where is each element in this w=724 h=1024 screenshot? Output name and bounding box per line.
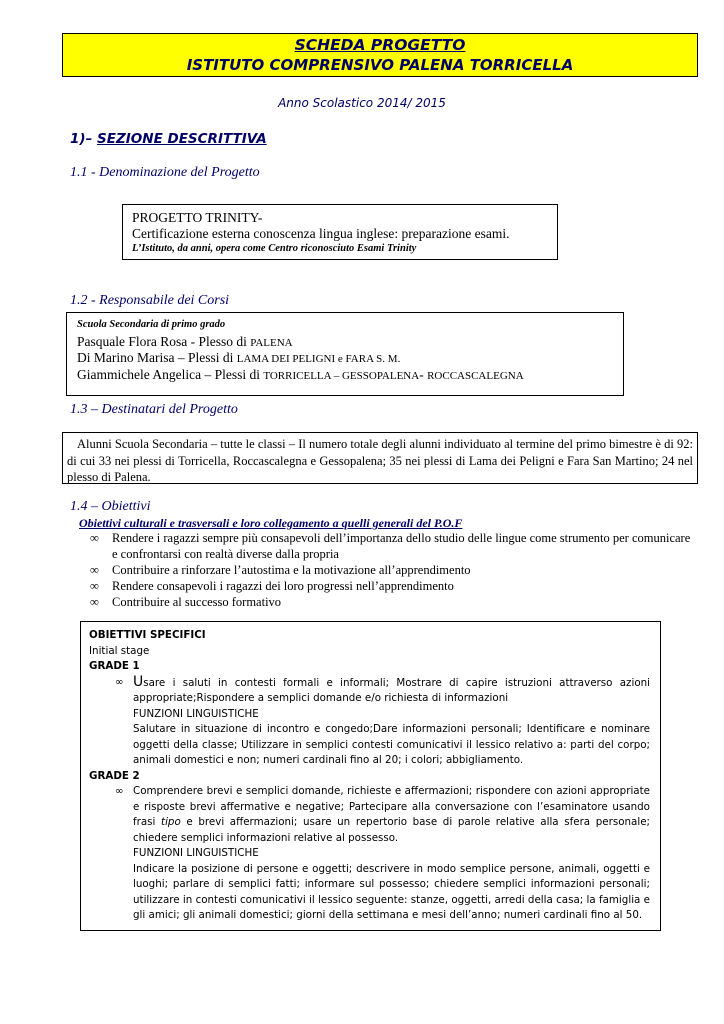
- infinity-bullet-icon: ∞: [90, 579, 99, 593]
- list-item: ∞ Contribuire al successo formativo: [90, 595, 282, 609]
- infinity-bullet-icon: ∞: [115, 675, 124, 688]
- objectives-list: [86, 530, 698, 610]
- list-item: ∞ Rendere consapevoli i ragazzi dei loro progressi nell’apprendimento: [90, 579, 454, 593]
- list-item: ∞ Rendere i ragazzi sempre più consapevoli dell’importanza dello studio delle lingue come strumento per comunicare e confrontarsi con realtà diverse dalla propria: [90, 531, 691, 561]
- grade-1-functions-label: FUNZIONI LINGUISTICHE: [133, 707, 259, 720]
- header-box: [62, 33, 698, 77]
- section-1-1-title: 1.1 - Denominazione del Progetto: [70, 165, 260, 180]
- grade-2-label: GRADE 2: [89, 769, 140, 782]
- project-name-box: [122, 204, 558, 260]
- managers-box: [66, 312, 624, 396]
- school-name: ISTITUTO COMPRENSIVO PALENA TORRICELLA: [186, 56, 574, 74]
- grade-1-objective: ∞ Usare i saluti in contesti formali e informali; Mostrare di capire istruzioni attraverso azioni appropriate;Rispondere a semplici domande e/o richiesta di informazioni: [115, 673, 650, 704]
- infinity-bullet-icon: ∞: [115, 785, 124, 797]
- stage-label: Initial stage: [89, 644, 150, 657]
- manager-3: Giammichele Angelica – Plessi di TORRICELLA – GESSOPALENA- ROCCASCALEGNA: [77, 367, 524, 382]
- manager-2: Di Marino Marisa – Plessi di LAMA DEI PELIGNI e FARA S. M.: [77, 350, 401, 365]
- grade-2-functions: Indicare la posizione di persone e oggetti; descrivere in modo semplice persone, animali, oggetti e luoghi; parlare di semplici fatti; informare sul possesso; chiedere semplici informazioni personali; utilizzare in contesti comunicativi il lessico seguente: stanze, oggetti, arredi della casa; la famiglia e gli amici; gli animali domestici; giorni della settimana e mesi dell’anno; numeri cardinali fino al 50.: [133, 862, 650, 921]
- list-item: ∞ Contribuire a rinforzare l’autostima e la motivazione all’apprendimento: [90, 563, 471, 577]
- section-1-3-title: 1.3 – Destinatari del Progetto: [70, 402, 238, 417]
- section-1-2-title: 1.2 - Responsabile dei Corsi: [70, 293, 230, 308]
- school-year: Anno Scolastico 2014/ 2015: [278, 96, 446, 110]
- section-title: SEZIONE DESCRITTIVA: [97, 131, 267, 147]
- infinity-bullet-icon: ∞: [90, 531, 99, 545]
- objectives-subtitle: Obiettivi culturali e trasversali e loro collegamento a quelli generali del P.O.F: [79, 516, 463, 530]
- project-note: L’Istituto, da anni, opera come Centro riconosciuto Esami Trinity: [132, 243, 417, 254]
- section-number: 1)–: [70, 131, 93, 147]
- infinity-bullet-icon: ∞: [90, 595, 99, 609]
- grade-1-label: GRADE 1: [89, 660, 140, 672]
- grade-2-functions-label: FUNZIONI LINGUISTICHE: [133, 847, 259, 859]
- section-1-4-title: 1.4 – Obiettivi: [70, 499, 151, 514]
- manager-1: Pasquale Flora Rosa - Plesso di PALENA: [77, 334, 293, 349]
- recipients-text: Alunni Scuola Secondaria – tutte le classi – Il numero totale degli alunni individuato al termine del primo bimestre è di 92: di cui 33 nei plessi di Torricella, Roccascalegna e Gessopalena; 35 nei plessi di Lama dei Peligni e Fara San Martino; 24 nel plesso di Palena.: [67, 437, 693, 484]
- section-heading: [70, 131, 267, 147]
- grade-1-functions: Salutare in situazione di incontro e congedo;Dare informazioni personali; Identificare e nominare oggetti della classe; Utilizzare in semplici contesti comunicativi il lessico relativo a: parti del corpo; animali domestici e non; numeri cardinali fino al 20; i colori; abbigliamento.: [133, 723, 650, 766]
- document-title: SCHEDA PROGETTO: [294, 36, 466, 54]
- grade-2-objective: ∞ Comprendere brevi e semplici domande, richieste e affermazioni; rispondere con azioni appropriate e risposte brevi affermative e negative; Partecipare alla conversazione con l’esaminatore usando frasi tipo e brevi affermazioni; usare un repertorio base di parole relative alla sfera personale; chiedere semplici informazioni relative al possesso.: [115, 785, 651, 844]
- specific-objectives-heading: OBIETTIVI SPECIFICI: [89, 629, 206, 641]
- project-description: Certificazione esterna conoscenza lingua inglese: preparazione esami.: [132, 226, 510, 241]
- school-level: Scuola Secondaria di primo grado: [77, 319, 226, 330]
- infinity-bullet-icon: ∞: [90, 563, 99, 577]
- recipients-box: [62, 432, 698, 484]
- project-name: PROGETTO TRINITY-: [132, 210, 263, 225]
- specific-objectives-box: [80, 621, 661, 931]
